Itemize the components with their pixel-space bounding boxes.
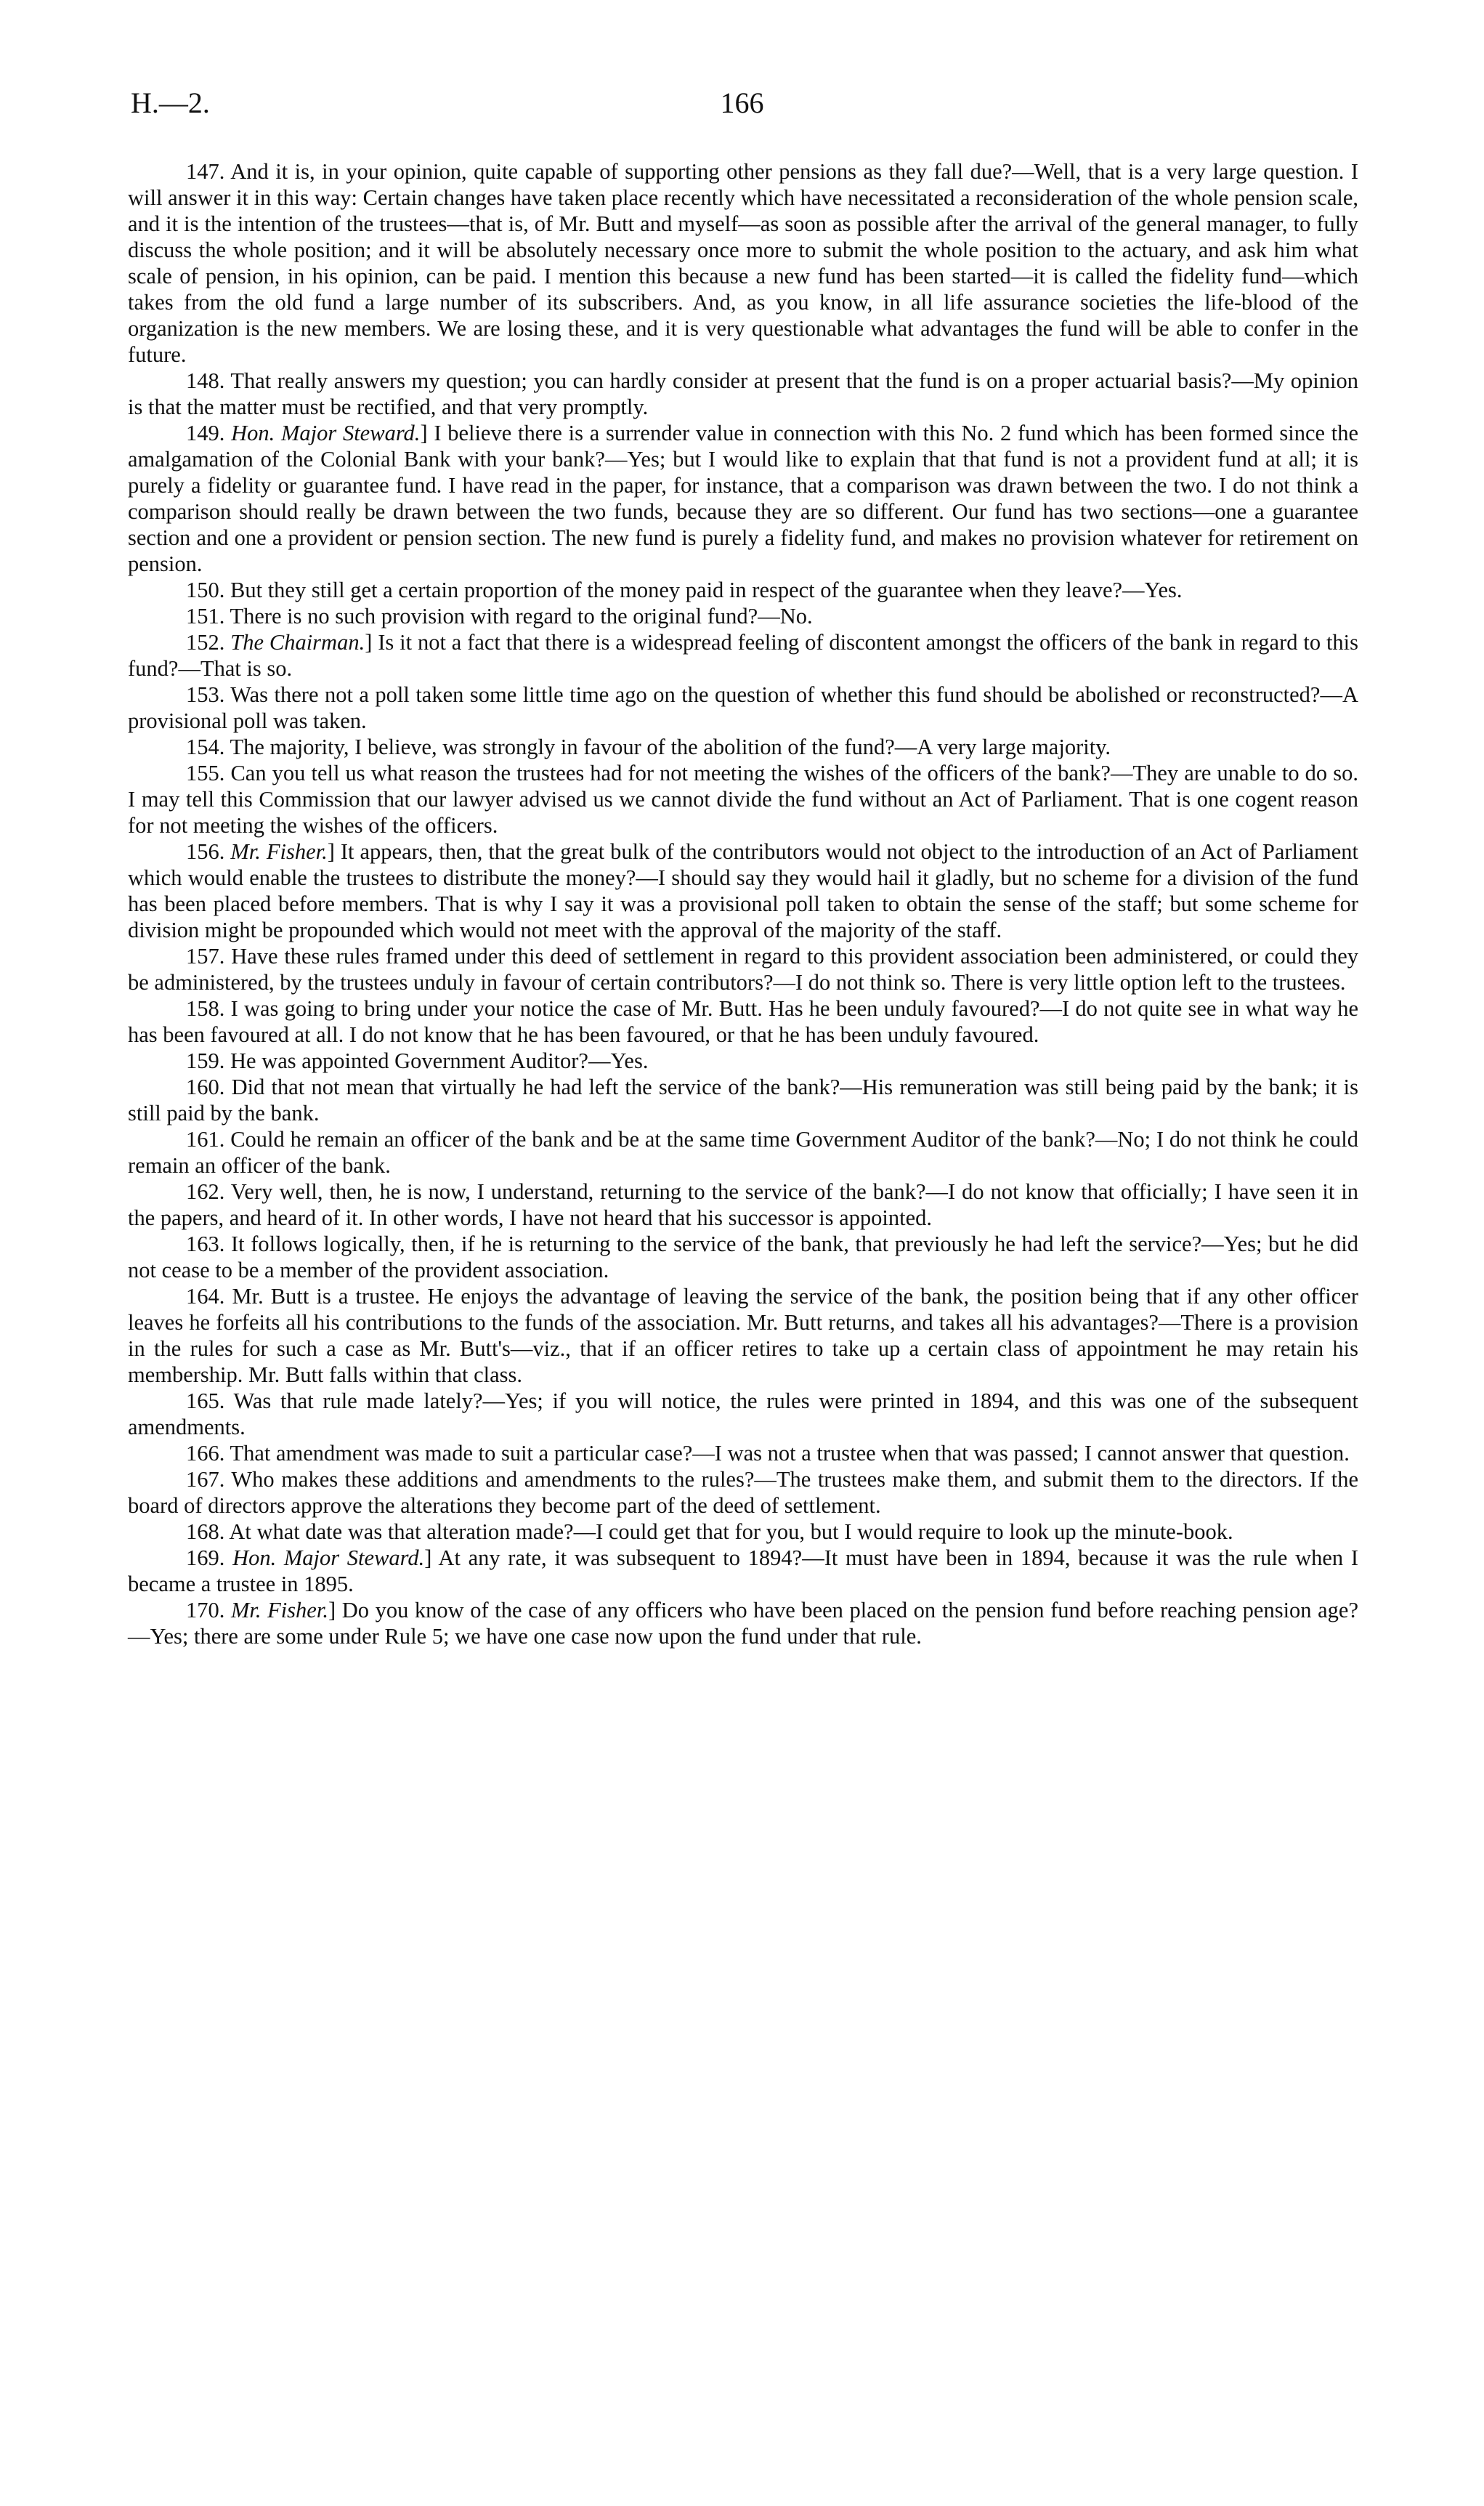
question-paragraph [128,577,1358,603]
question-paragraph [128,368,1358,420]
question-paragraph [128,1440,1358,1466]
question-paragraph [128,158,1358,368]
document-reference: H.—2. [131,86,210,119]
question-number: 164. [186,1284,225,1309]
question-paragraph [128,838,1358,943]
question-text: Could he remain an officer of the bank and be at the same time Government Auditor of the bank?—No; I do not think he could remain an officer of the bank. [128,1127,1358,1178]
question-paragraph [128,682,1358,734]
question-number: 163. [186,1232,225,1256]
question-number: 152. [186,630,225,655]
question-number: 166. [186,1441,225,1466]
question-text: There is no such provision with regard to the original fund?—No. [224,604,813,628]
question-number: 169. [186,1545,225,1570]
running-header [109,81,1375,125]
question-number: 165. [186,1389,225,1413]
question-paragraph [128,1179,1358,1231]
question-paragraph [128,629,1358,682]
question-text: He was appointed Government Auditor?—Yes. [224,1048,649,1073]
question-text: I was going to bring under your notice the case of Mr. Butt. Has he been unduly favoured?—I do not quite see in what way he has been favoured at all. I do not know that he has been favoured, or that he has been unduly favoured. [128,996,1358,1047]
question-number: 148. [186,368,225,393]
question-paragraph [128,1545,1358,1597]
question-number: 162. [186,1179,225,1204]
question-number: 158. [186,996,225,1021]
speaker-name: Hon. Major Steward. [232,1545,425,1570]
question-number: 151. [186,604,225,628]
question-number: 161. [186,1127,225,1152]
question-paragraph [128,1466,1358,1519]
speaker-name: Mr. Fisher. [230,1598,328,1622]
question-paragraph [128,943,1358,995]
question-number: 156. [186,839,225,864]
question-number: 147. [186,159,225,184]
question-text: But they still get a certain proportion of the money paid in respect of the guarantee when they leave?—Yes. [224,578,1183,602]
speaker-name: Mr. Fisher. [230,839,328,864]
question-paragraph [128,1597,1358,1649]
question-paragraph [128,1074,1358,1126]
question-paragraph [128,1283,1358,1388]
question-number: 159. [186,1048,225,1073]
speaker-name: Hon. Major Steward. [231,421,421,445]
question-paragraph [128,603,1358,629]
question-text: Very well, then, he is now, I understand, returning to the service of the bank?—I do not know that officially; I have seen it in the papers, and heard of it. In other words, I have not heard that his successor is appointed. [128,1179,1358,1230]
question-number: 168. [186,1519,225,1544]
question-paragraph [128,1231,1358,1283]
question-number: 170. [186,1598,225,1622]
question-text: It follows logically, then, if he is returning to the service of the bank, that previously he had left the service?—Yes; but he did not cease to be a member of the provident association. [128,1232,1358,1282]
question-text: Was there not a poll taken some little time ago on the question of whether this fund should be abolished or reconstructed?—A provisional poll was taken. [128,682,1358,733]
question-text: That amendment was made to suit a particular case?—I was not a trustee when that was passed; I cannot answer that question. [224,1441,1350,1466]
question-text: Was that rule made lately?—Yes; if you will notice, the rules were printed in 1894, and this was one of the subsequent amendments. [128,1389,1358,1439]
question-paragraph [128,1519,1358,1545]
question-number: 150. [186,578,225,602]
question-number: 157. [186,944,225,969]
question-number: 160. [186,1075,225,1099]
question-paragraph [128,995,1358,1048]
question-paragraph [128,420,1358,577]
question-text: And it is, in your opinion, quite capable of supporting other pensions as they fall due?—Well, that is a very large question. I will answer it in this way: Certain changes have taken place recently which have necessitated a reconsideration of the whole pension scale, and it is the intention of the trustees—that is, of Mr. Butt and myself—as soon as possible after the arrival of the general manager, to fully discuss the whole position; and it will be absolutely necessary once more to submit the whole position to the actuary, and ask him what scale of pension, in his opinion, can be paid. I mention this because a new fund has been started—it is called the fidelity fund—which takes from the old fund a large number of its subscribers. And, as you know, in all life assurance societies the life-blood of the organization is the new members. We are losing these, and it is very questionable what advantages the fund will be able to confer in the future. [128,159,1358,367]
question-number: 153. [186,682,225,707]
question-text: ] I believe there is a surrender value in connection with this No. 2 fund which has been formed since the amalgamation of the Colonial Bank with your bank?—Yes; but I would like to explain that that fund is not a provident fund at all; it is purely a fidelity or guarantee fund. I have read in the paper, for instance, that a comparison was drawn between the two. I do not think a comparison should really be drawn between the two funds, because they are so different. Our fund has two sections—one a guarantee section and one a provident or pension section. The new fund is purely a fidelity fund, and makes no provision whatever for retirement on pension. [128,421,1359,576]
question-text: That really answers my question; you can hardly consider at present that the fund is on a proper actuarial basis?—My opinion is that the matter must be rectified, and that very promptly. [128,368,1358,419]
question-text: Mr. Butt is a trustee. He enjoys the advantage of leaving the service of the bank, the position being that if any other officer leaves he forfeits all his contributions to the funds of the association. Mr. Butt returns, and takes all his advantages?—There is a provision in the rules for such a case as Mr. Butt's—viz., that if an officer retires to take up a certain class of appointment he may retain his membership. Mr. Butt falls within that class. [128,1284,1358,1387]
question-number: 167. [186,1467,225,1492]
question-text: At what date was that alteration made?—I could get that for you, but I would require to look up the minute-book. [224,1519,1233,1544]
question-number: 155. [186,761,225,785]
question-paragraph [128,1126,1358,1179]
question-text: Did that not mean that virtually he had left the service of the bank?—His remuneration was still being paid by the bank; it is still paid by the bank. [128,1075,1358,1125]
question-paragraph [128,734,1358,760]
evidence-body [128,158,1358,1649]
page-number: 166 [720,86,764,119]
question-text: ] It appears, then, that the great bulk of the contributors would not object to the introduction of an Act of Parliament which would enable the trustees to distribute the money?—I should say they would hail it gladly, but no scheme for a division of the fund has been placed before members. That is why I say it was a provisional poll taken to obtain the sense of the staff; but some scheme for division might be propounded which would not meet with the approval of the majority of the staff. [128,839,1359,942]
question-paragraph [128,1048,1358,1074]
question-number: 149. [186,421,225,445]
question-paragraph [128,1388,1358,1440]
question-text: ] At any rate, it was subsequent to 1894?—It must have been in 1894, because it was the rule when I became a trustee in 1895. [128,1545,1359,1596]
question-text: Who makes these additions and amendments to the rules?—The trustees make them, and submit them to the directors. If the board of directors approve the alterations they become part of the deed of settlement. [128,1467,1358,1518]
question-text: ] Is it not a fact that there is a widespread feeling of discontent amongst the officers of the bank in regard to this fund?—That is so. [128,630,1359,681]
question-text: Have these rules framed under this deed of settlement in regard to this provident association been administered, or could they be administered, by the trustees unduly in favour of certain contributors?—I do not think so. There is very little option left to the trustees. [128,944,1358,995]
question-text: The majority, I believe, was strongly in favour of the abolition of the fund?—A very large majority. [224,735,1111,759]
question-number: 154. [186,735,225,759]
question-text: ] Do you know of the case of any officers who have been placed on the pension fund before reaching pension age?—Yes; there are some under Rule 5; we have one case now upon the fund under that rule. [128,1598,1358,1649]
question-text: Can you tell us what reason the trustees had for not meeting the wishes of the officers of the bank?—They are unable to do so. I may tell this Commission that our lawyer advised us we cannot divide the fund without an Act of Parliament. That is one cogent reason for not meeting the wishes of the officers. [128,761,1358,838]
question-paragraph [128,760,1358,838]
speaker-name: The Chairman. [230,630,365,655]
